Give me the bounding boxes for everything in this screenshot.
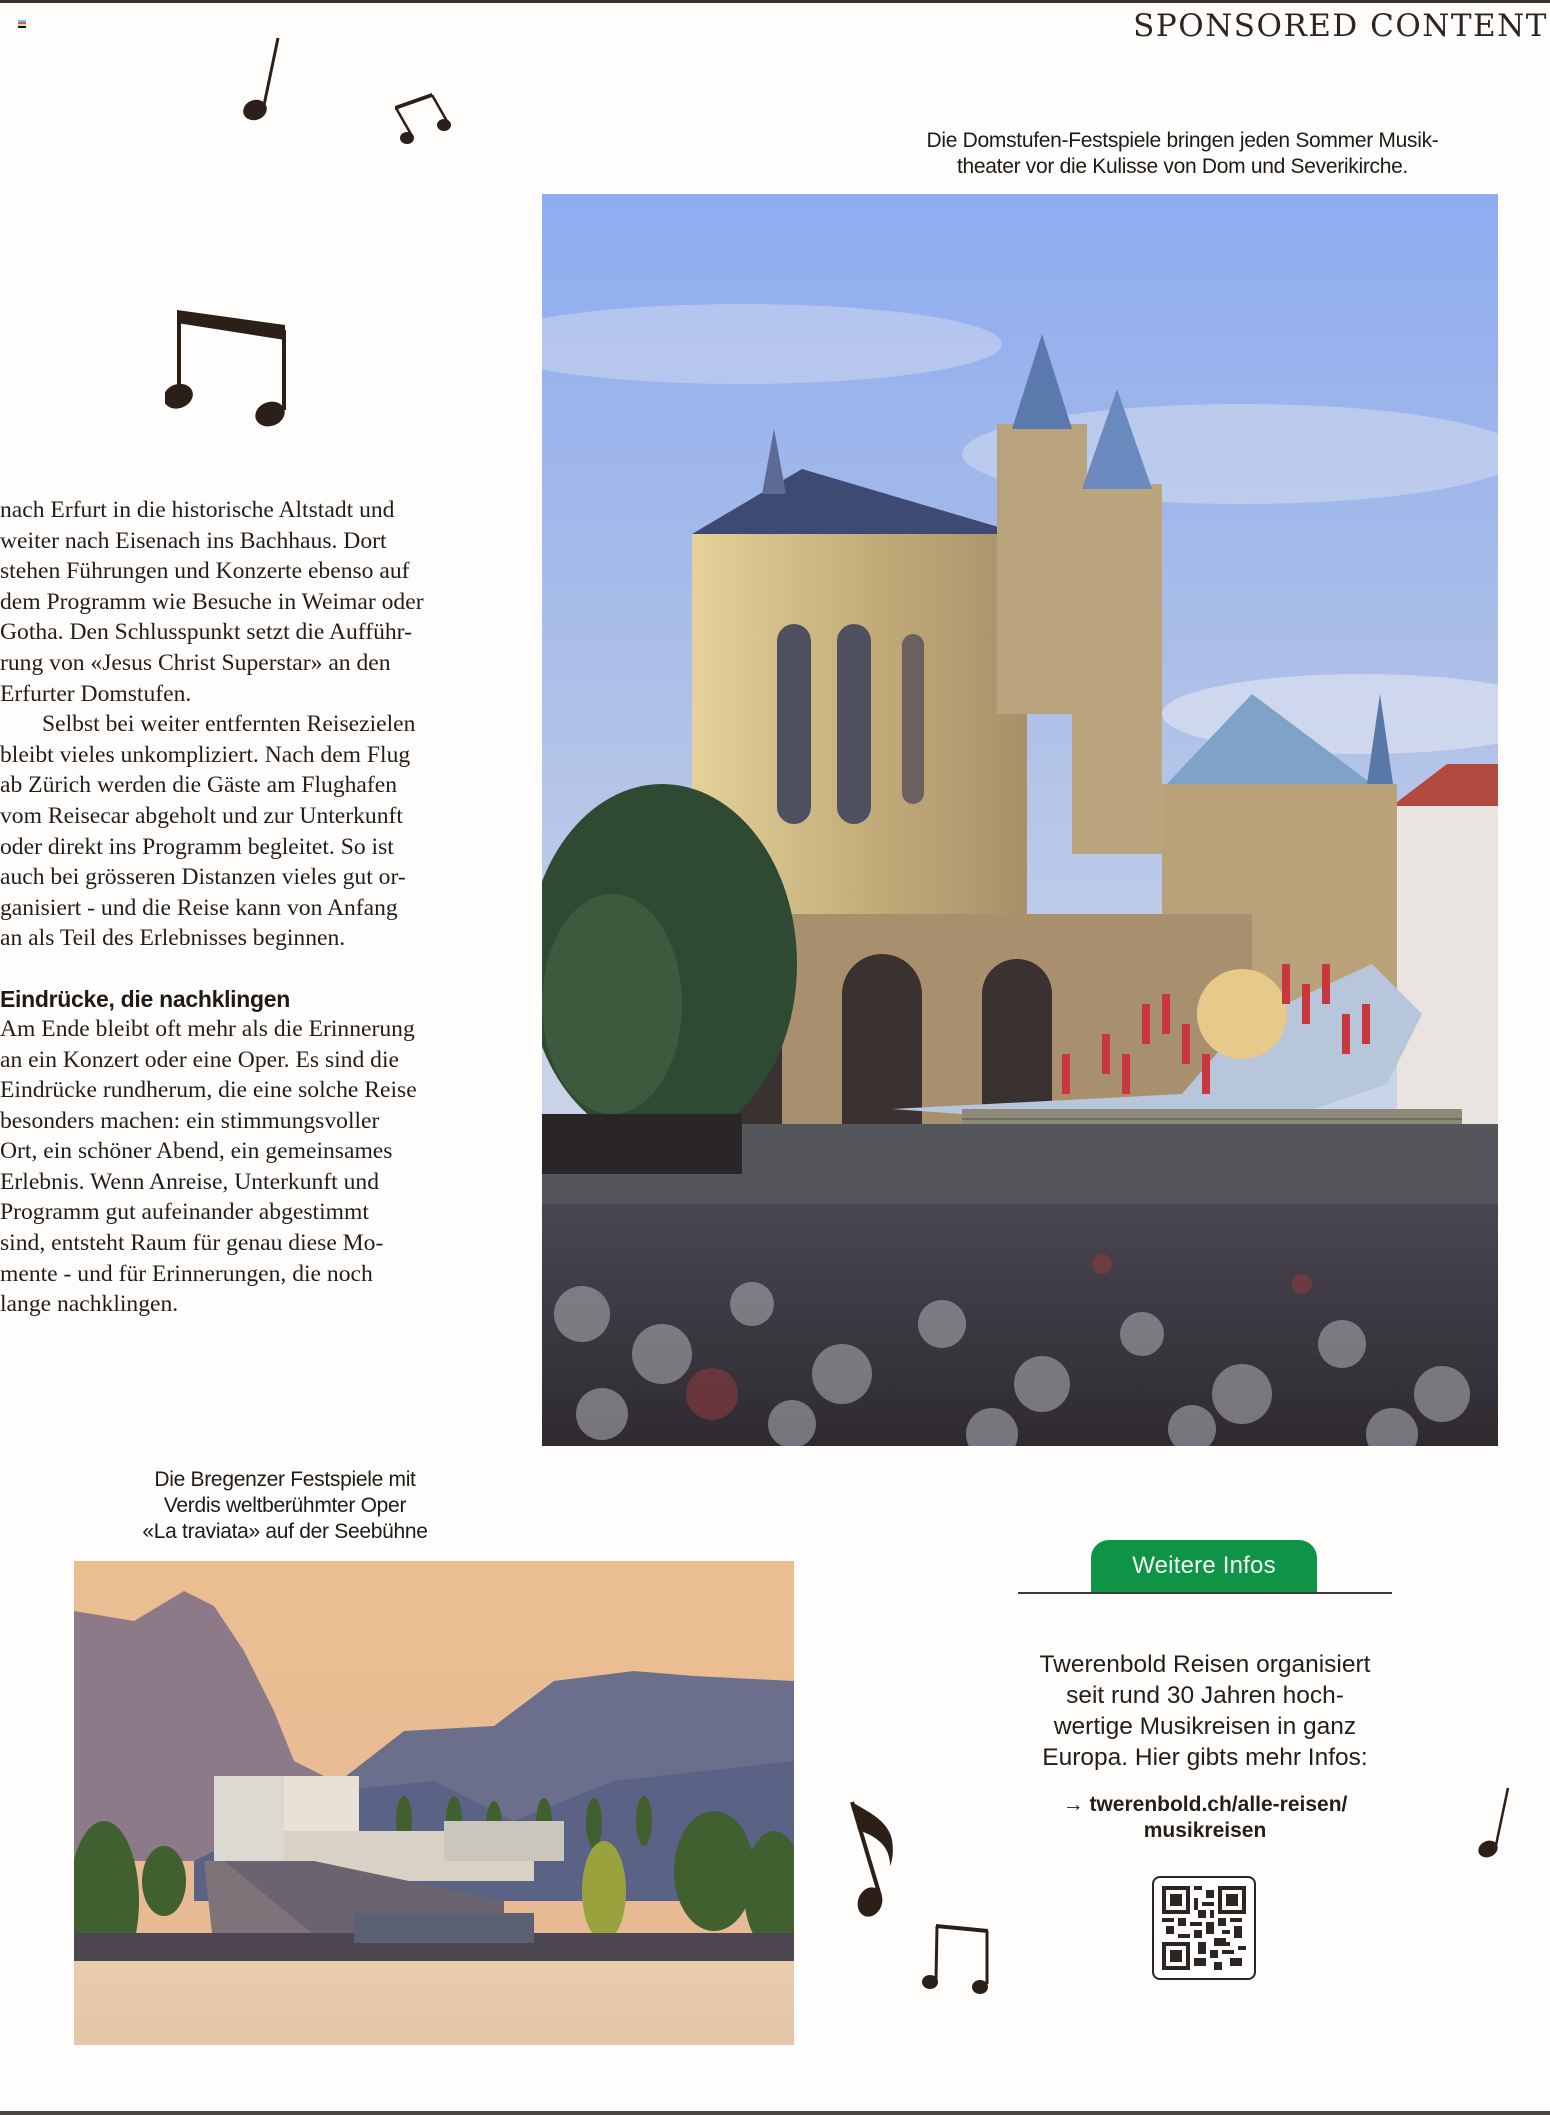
text-line: an ein Konzert oder eine Oper. Es sind die [0,1046,399,1073]
text-line: lange nachklingen. [0,1291,179,1318]
text-line: auch bei grösseren Distanzen vieles gut or- [0,864,406,891]
text-line: Erlebnis. Wenn Anreise, Unterkunft und [0,1168,380,1195]
twerenbold-link[interactable] [1010,1792,1400,1844]
text-line: seit rund 30 Jahren hoch- [1066,1682,1344,1709]
quarter-note-icon [1470,1785,1515,1865]
text-line: wertige Musikreisen in ganz [1053,1713,1357,1740]
paragraph-2 [0,709,500,954]
beamed-eighth-notes-icon [390,88,460,148]
quarter-note-icon [235,30,285,125]
print-color-bar [18,20,26,29]
text-line: oder direkt ins Programm begleitet. So ist [0,833,394,860]
text-line: dem Programm wie Besuche in Weimar oder [0,588,424,615]
text-line: an als Teil des Erlebnisses beginnen. [0,925,346,952]
sponsored-content-label: SPONSORED CONTENT [1133,8,1548,44]
caption-line: «La traviata» auf der Seebühne [142,1520,428,1543]
caption-line: Verdis weltberühmter Oper [163,1494,407,1517]
caption-line: Die Domstufen-Festspiele bringen jeden Sommer Musik- [926,129,1439,152]
text-line: stehen Führungen und Konzerte ebenso auf [0,558,410,585]
top-rule [0,0,1550,3]
text-line: nach Erfurt in die historische Altstadt und [0,497,395,523]
text-line: Twerenbold Reisen organisiert [1039,1651,1371,1678]
info-divider [1018,1592,1392,1594]
qr-code-icon[interactable] [1152,1876,1256,1980]
text-line: Europa. Hier gibts mehr Infos: [1042,1744,1368,1771]
subheading: Eindrücke, die nachklingen [0,985,290,1012]
text-line: Erfurter Domstufen. [0,680,192,707]
beamed-eighth-notes-icon [920,1922,995,1994]
text-line: ab Zürich werden die Gäste am Flughafen [0,772,398,799]
text-line: mente - und für Erinnerungen, die noch [0,1260,373,1287]
beamed-eighth-notes-icon [165,305,295,430]
text-line: besonders machen: ein stimmungsvoller [0,1107,380,1134]
caption-line: theater vor die Kulisse von Dom und Severikirche. [956,155,1409,178]
text-line: vom Reisecar abgeholt und zur Unterkunft [0,802,403,829]
main-photo-caption [880,128,1485,180]
article-body [0,495,500,1320]
eighth-note-icon [848,1800,908,1920]
text-line: sind, entsteht Raum für genau diese Mo- [0,1230,384,1257]
bregenz-festival-photo [74,1561,794,2045]
text-line: Gotha. Den Schlusspunkt setzt die Aufführ- [0,619,412,646]
text-line: weiter nach Eisenach ins Bachhaus. Dort [0,527,387,554]
info-description [1010,1649,1400,1773]
erfurt-cathedral-photo [542,194,1498,1446]
secondary-photo-caption [100,1467,470,1545]
text-line: Selbst bei weiter entfernten Reisezielen [42,711,416,738]
text-line: bleibt vieles unkompliziert. Nach dem Flug [0,741,411,768]
text-line: Am Ende bleibt oft mehr als die Erinnerung [0,1015,415,1042]
bottom-rule [0,2111,1550,2115]
weitere-infos-tab: Weitere Infos [1091,1540,1317,1592]
text-line: ganisiert - und die Reise kann von Anfang [0,894,398,921]
link-line[interactable]: musikreisen [1143,1819,1267,1842]
text-line: rung von «Jesus Christ Superstar» an den [0,649,391,676]
text-line: Programm gut aufeinander abgestimmt [0,1199,369,1226]
link-line[interactable]: → twerenbold.ch/alle-reisen/ [1062,1793,1348,1816]
paragraph-1 [0,495,500,709]
text-line: Ort, ein schöner Abend, ein gemeinsames [0,1138,393,1165]
text-line: Eindrücke rundherum, die eine solche Reise [0,1077,417,1104]
paragraph-3 [0,1014,500,1320]
caption-line: Die Bregenzer Festspiele mit [154,1468,416,1491]
